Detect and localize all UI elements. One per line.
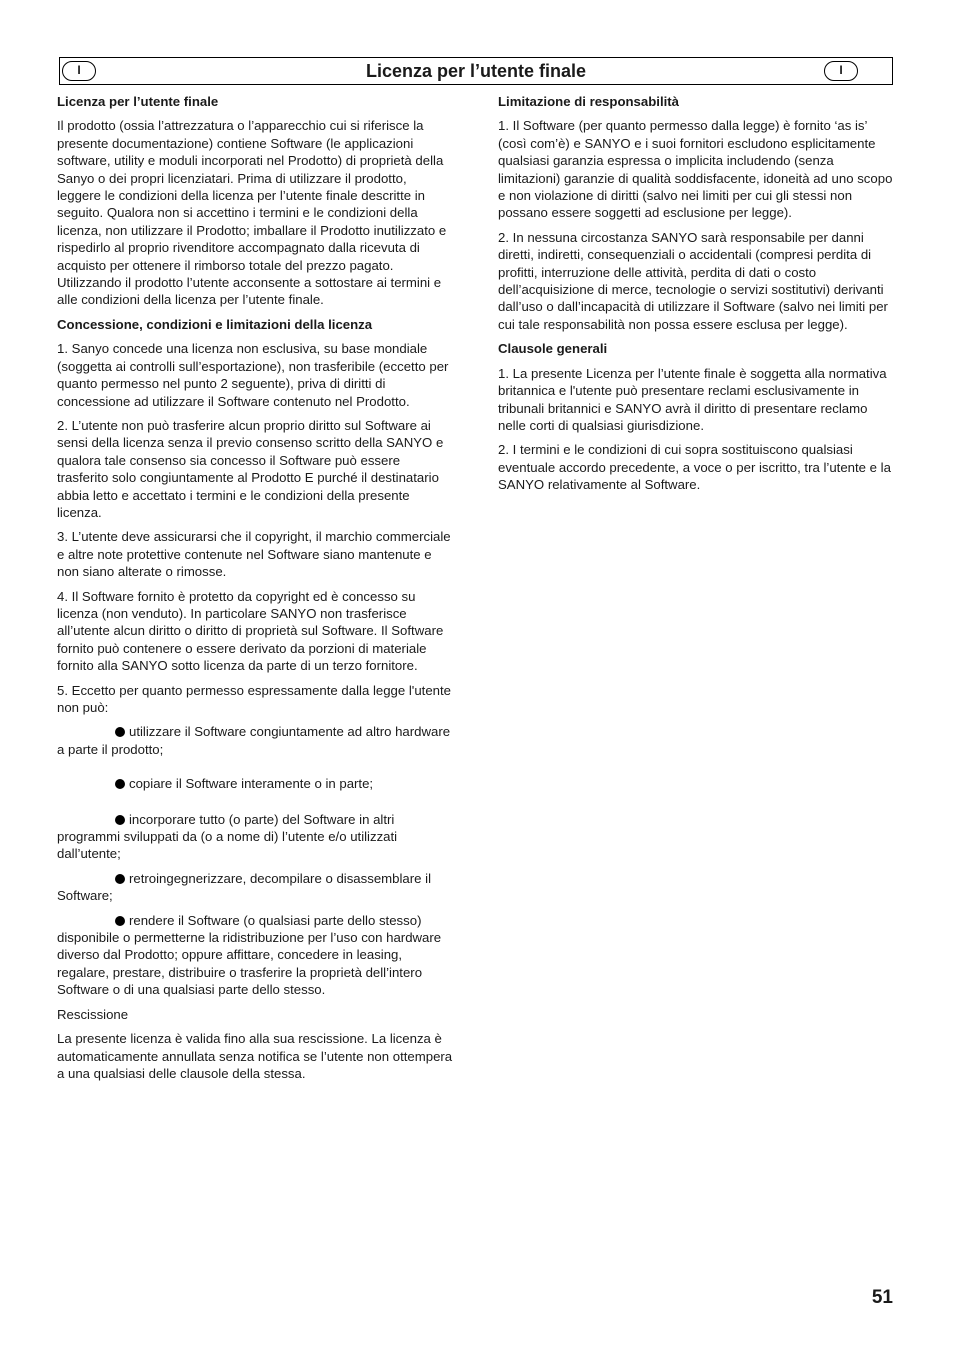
paragraph-general-2: 2. I termini e le condizioni di cui sopra sostituiscono qualsiasi eventuale accordo precedente, a voce o per iscritto, tra l’utente e la SANYO relativamente al Software. <box>498 442 891 493</box>
paragraph-termination: La presente licenza è valida fino alla sua rescissione. La licenza è automaticamente annullata senza notifica se l’utente non ottempera a una qualsiasi delle clausole della stessa. <box>57 1031 453 1081</box>
heading-general: Clausole generali <box>498 341 608 357</box>
bullet-item: rendere il Software (o qualsiasi parte dello stesso) disponibile o permetterne la ridistribuzione per l’uso con hardware diverso dal Prodotto; oppure affittare, concedere in leasing, regalare, prestare, distribuire o trasferire la proprietà dell’intero Software o di una qualsiasi parte dello stesso. <box>57 912 442 998</box>
language-badge-left: I <box>62 61 96 81</box>
paragraph-liability-1: 1. Il Software (per quanto permesso dalla legge) è fornito ‘as is’ (così com’è) e SANYO e i suoi fornitori escludono esplicitamente qualsiasi garanzia espressa o implicita includendo (senza limitazioni) garanzie di qualità soddisfacente, idoneità ad uno scopo e non violazione di diritti (salvo nei limiti per cui gli stessi non possano essere soggetti ad esclusione per legge). <box>498 118 893 221</box>
language-badge-right: I <box>824 61 858 81</box>
paragraph-clause-1: 1. Sanyo concede una licenza non esclusiva, su base mondiale (soggetta ai controlli sull’esportazione), non trasferibile (eccetto per quanto permesso nel punto 2 seguente), priva di diritti di concessione ad utilizzare il Software contenuto nel Prodotto. <box>57 341 449 409</box>
heading-license: Licenza per l’utente finale <box>57 94 219 109</box>
page-number: 51 <box>871 1287 893 1308</box>
paragraph-liability-2: 2. In nessuna circostanza SANYO sarà responsabile per danni diretti, indiretti, consequenziali o accidentali (compresi perdita di profitti, interruzione delle attività, perdita di dati o costo dell’acquisizione di merce, tecnologie o servizi sostitutivi) derivanti dall’uso o dall’incapacità di utilizzare il Software (salvo nei limiti per cui tale responsabilità non possa essere esclusa per legge). <box>498 229 888 332</box>
bullet-dot-icon <box>115 779 125 789</box>
paragraph-clause-3: 3. L’utente deve assicurarsi che il copyright, il marchio commerciale e altre note protettive contenute nel Software siano mantenute e non siano alterate o rimosse. <box>57 529 451 580</box>
bullet-dot-icon <box>115 874 125 884</box>
bullet-dot-icon <box>115 727 125 737</box>
paragraph-termination-title: Rescissione <box>57 1006 129 1022</box>
bullet-item: incorporare tutto (o parte) del Software in altri programmi sviluppati da (o a nome di) l’utente e/o utilizzati dall’utente; <box>57 811 398 862</box>
bullet-item: utilizzare il Software congiuntamente ad altro hardware a parte il prodotto; <box>57 724 451 757</box>
paragraph-clause-5: 5. Eccetto per quanto permesso espressamente dalla legge l'utente non può: <box>57 682 451 715</box>
bullet-item: retroingegnerizzare, decompilare o disassemblare il Software; <box>57 870 431 904</box>
bullet-dot-icon <box>115 815 125 825</box>
paragraph-intro: Il prodotto (ossia l’attrezzatura o l’apparecchio cui si riferisce la presente documentazione) contiene Software (le applicazioni software, utility e moduli incorporati nel Prodotto) di proprietà della Sanyo o dei propri licenziatari. Prima di utilizzare il prodotto, leggere le condizioni della licenza per l’utente finale descritte in seguito. Qualora non si accettino i termini e le condizioni della licenza, non utilizzare il Prodotto; imballare il Prodotto inutilizzato e rispedirlo al proprio rivenditore accompagnato dalla ricevuta di acquisto per ottenere il rimborso totale del prezzo pagato. Utilizzando il prodotto l’utente acconsente a sottostare ai termini e alle condizioni della licenza per l’utente finale. <box>57 118 447 308</box>
heading-grant: Concessione, condizioni e limitazioni della licenza <box>57 316 373 332</box>
paragraph-general-1: 1. La presente Licenza per l’utente finale è soggetta alla normativa britannica e l'utente può presentare reclami esclusivamente in tribunali britannici e SANYO avrà il diritto di presentare reclamo nelle corti di qualsiasi giurisdizione. <box>498 365 887 433</box>
paragraph-clause-4: 4. Il Software fornito è protetto da copyright ed è concesso su licenza (non venduto). In particolare SANYO non trasferisce all’utente alcun diritto o diritto di proprietà sul Software. Il Software fornito può contenere o essere derivato da porzioni di materiale fornito alla SANYO sotto licenza da parte di un terzo fornitore. <box>57 588 444 674</box>
bullet-item: copiare il Software interamente o in parte; <box>57 775 454 792</box>
left-column <box>57 93 454 1089</box>
paragraph-clause-2: 2. L’utente non può trasferire alcun proprio diritto sul Software ai sensi della licenza senza il previo consenso scritto della SANYO e qualora tale consenso sia concesso il Software può essere trasferito solo congiuntamente al Prodotto E purché il destinatario abbia letto e accettato i termini e le condizioni della presente licenza. <box>57 417 444 520</box>
page-title: Licenza per l’utente finale <box>365 61 587 81</box>
right-column <box>498 93 894 501</box>
heading-liability: Limitazione di responsabilità <box>498 94 679 109</box>
bullet-dot-icon <box>115 916 125 926</box>
section-header <box>59 57 893 85</box>
